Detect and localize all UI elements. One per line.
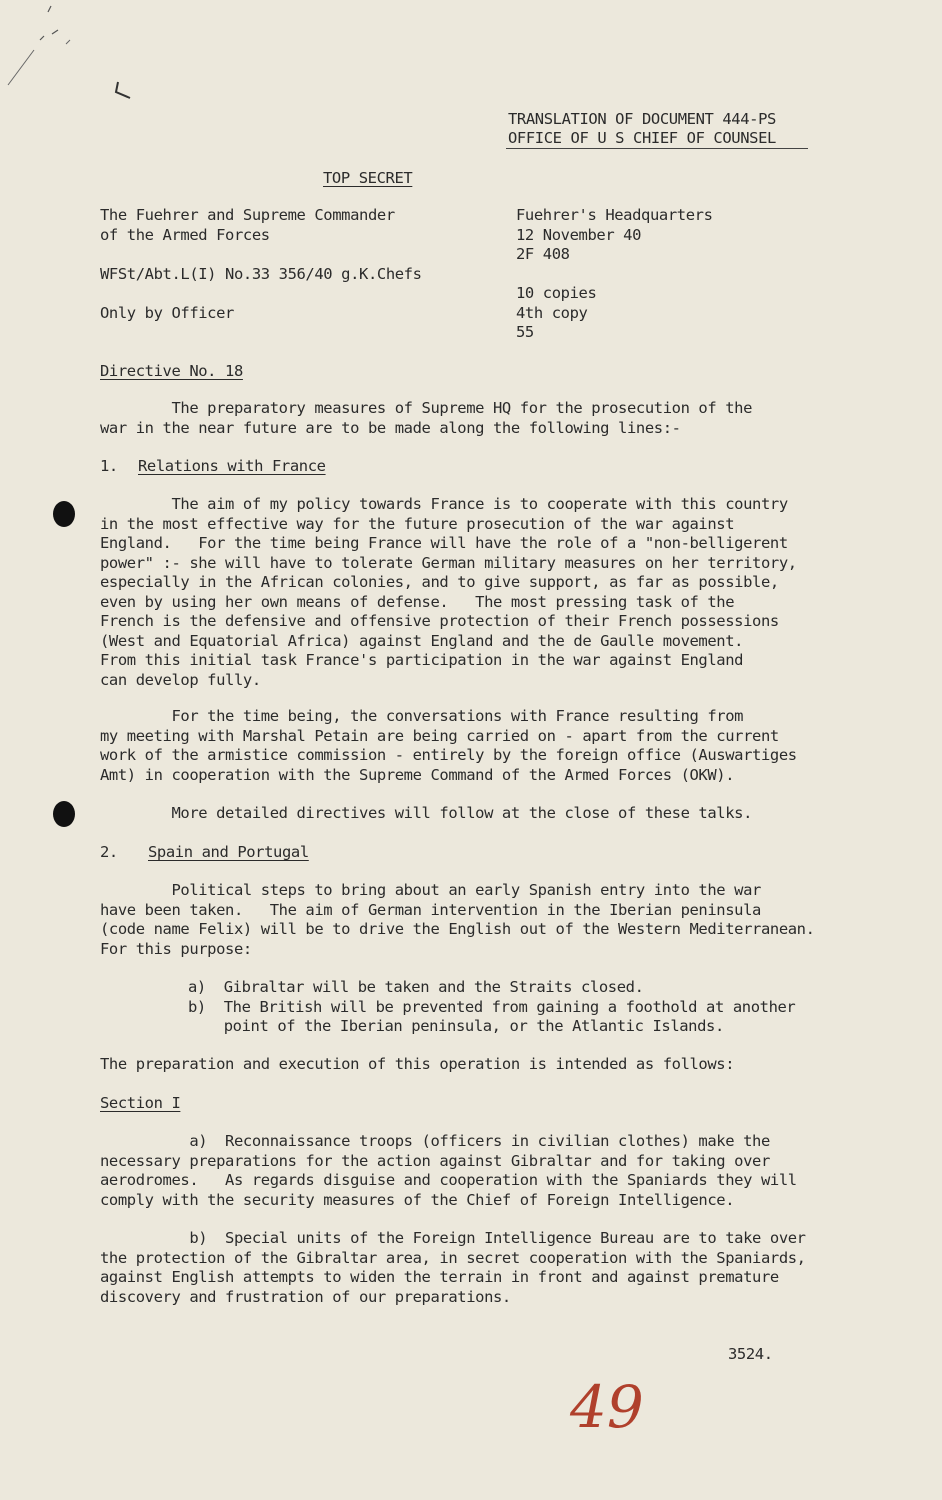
classification-heading: TOP SECRET [323, 169, 413, 187]
text-line: have been taken. The aim of German intervention in the Iberian peninsula [100, 900, 761, 919]
punch-hole-top [53, 501, 75, 527]
directive-title: Directive No. 18 [100, 362, 243, 380]
document-number: 55 [516, 323, 534, 341]
office-line-underline [506, 148, 808, 149]
text-line: For the time being, the conversations with France resulting from [100, 707, 744, 725]
text-line: can develop fully. [100, 670, 261, 689]
section-i-title: Section I [100, 1094, 181, 1112]
text-line: England. For the time being France will have the role of a "non-belligerent [100, 534, 788, 552]
text-line: against English attempts to widen the terrain in front and against premature [100, 1268, 779, 1286]
section-1-paragraph-2 [100, 707, 797, 785]
list-item: a) Gibraltar will be taken and the Straits closed. [188, 978, 644, 996]
section-2-number: 2. [100, 843, 118, 861]
list-item: point of the Iberian peninsula, or the Atlantic Islands. [188, 1017, 724, 1035]
text-line: (code name Felix) will be to drive the English out of the Western Mediterranean. [100, 920, 815, 938]
section-i-paragraph-b [100, 1229, 806, 1307]
text-line: aerodromes. As regards disguise and cooperation with the Spaniards they will [100, 1171, 797, 1189]
text-line: More detailed directives will follow at the close of these talks. [100, 804, 753, 822]
text-line: b) Special units of the Foreign Intelligence Bureau are to take over [100, 1229, 806, 1247]
text-line: my meeting with Marshal Petain are being carried on - apart from the current [100, 726, 779, 745]
origin-place: Fuehrer's Headquarters [516, 206, 713, 224]
text-line: Amt) in cooperation with the Supreme Command of the Armed Forces (OKW). [100, 765, 735, 784]
section-1-number: 1. [100, 457, 118, 475]
translation-line: TRANSLATION OF DOCUMENT 444-PS [508, 110, 776, 128]
text-line: From this initial task France's participation in the war against England [100, 651, 744, 669]
text-line: necessary preparations for the action against Gibraltar and for taking over [100, 1151, 770, 1170]
text-line: especially in the African colonies, and to give support, as far as possible, [100, 573, 779, 591]
text-line: in the most effective way for the future prosecution of the war against [100, 514, 735, 533]
text-line: even by using her own means of defense. The most pressing task of the [100, 592, 735, 611]
section-2-paragraph-1 [100, 881, 815, 959]
handling-instruction: Only by Officer [100, 304, 234, 322]
handwritten-page-number: 49 [570, 1373, 644, 1441]
text-line: a) Reconnaissance troops (officers in civilian clothes) make the [100, 1132, 770, 1150]
text-line: work of the armistice commission - entirely by the foreign office (Auswartiges [100, 746, 797, 764]
page-reference: 3524. [728, 1345, 773, 1363]
text-line: power" :- she will have to tolerate German military measures on her territory, [100, 553, 797, 572]
text-line: war in the near future are to be made along the following lines:- [100, 418, 681, 437]
reference-number: WFSt/Abt.L(I) No.33 356/40 g.K.Chefs [100, 265, 422, 283]
section-1-title: Relations with France [138, 457, 326, 475]
section-1-paragraph-1 [100, 495, 797, 690]
section-2-list [188, 978, 795, 1037]
margin-pencil-marks [0, 0, 140, 110]
origin-date: 12 November 40 [516, 226, 642, 244]
sender-line-2: of the Armed Forces [100, 226, 270, 244]
text-line: For this purpose: [100, 939, 252, 958]
text-line: French is the defensive and offensive protection of their French possessions [100, 612, 779, 630]
origin-code: 2F 408 [516, 245, 570, 263]
text-line: The preparatory measures of Supreme HQ for the prosecution of the [100, 399, 753, 417]
list-item: b) The British will be prevented from gaining a foothold at another [188, 997, 796, 1016]
preparation-line: The preparation and execution of this operation is intended as follows: [100, 1055, 735, 1073]
text-line: comply with the security measures of the Chief of Foreign Intelligence. [100, 1190, 735, 1209]
section-i-paragraph-a [100, 1132, 797, 1210]
punch-hole-bottom [53, 801, 75, 827]
text-line: the protection of the Gibraltar area, in secret cooperation with the Spaniards, [100, 1248, 806, 1267]
office-line: OFFICE OF U S CHIEF OF COUNSEL [508, 129, 776, 147]
sender-line-1: The Fuehrer and Supreme Commander [100, 206, 395, 224]
copies-count: 10 copies [516, 284, 597, 302]
text-line: (West and Equatorial Africa) against England and the de Gaulle movement. [100, 631, 744, 650]
section-1-paragraph-3 [100, 804, 752, 824]
text-line: discovery and frustration of our preparations. [100, 1287, 511, 1306]
text-line: Political steps to bring about an early Spanish entry into the war [100, 881, 761, 899]
intro-paragraph [100, 399, 752, 438]
section-2-title: Spain and Portugal [148, 843, 309, 861]
copy-number: 4th copy [516, 304, 588, 322]
text-line: The aim of my policy towards France is to cooperate with this country [100, 495, 788, 513]
